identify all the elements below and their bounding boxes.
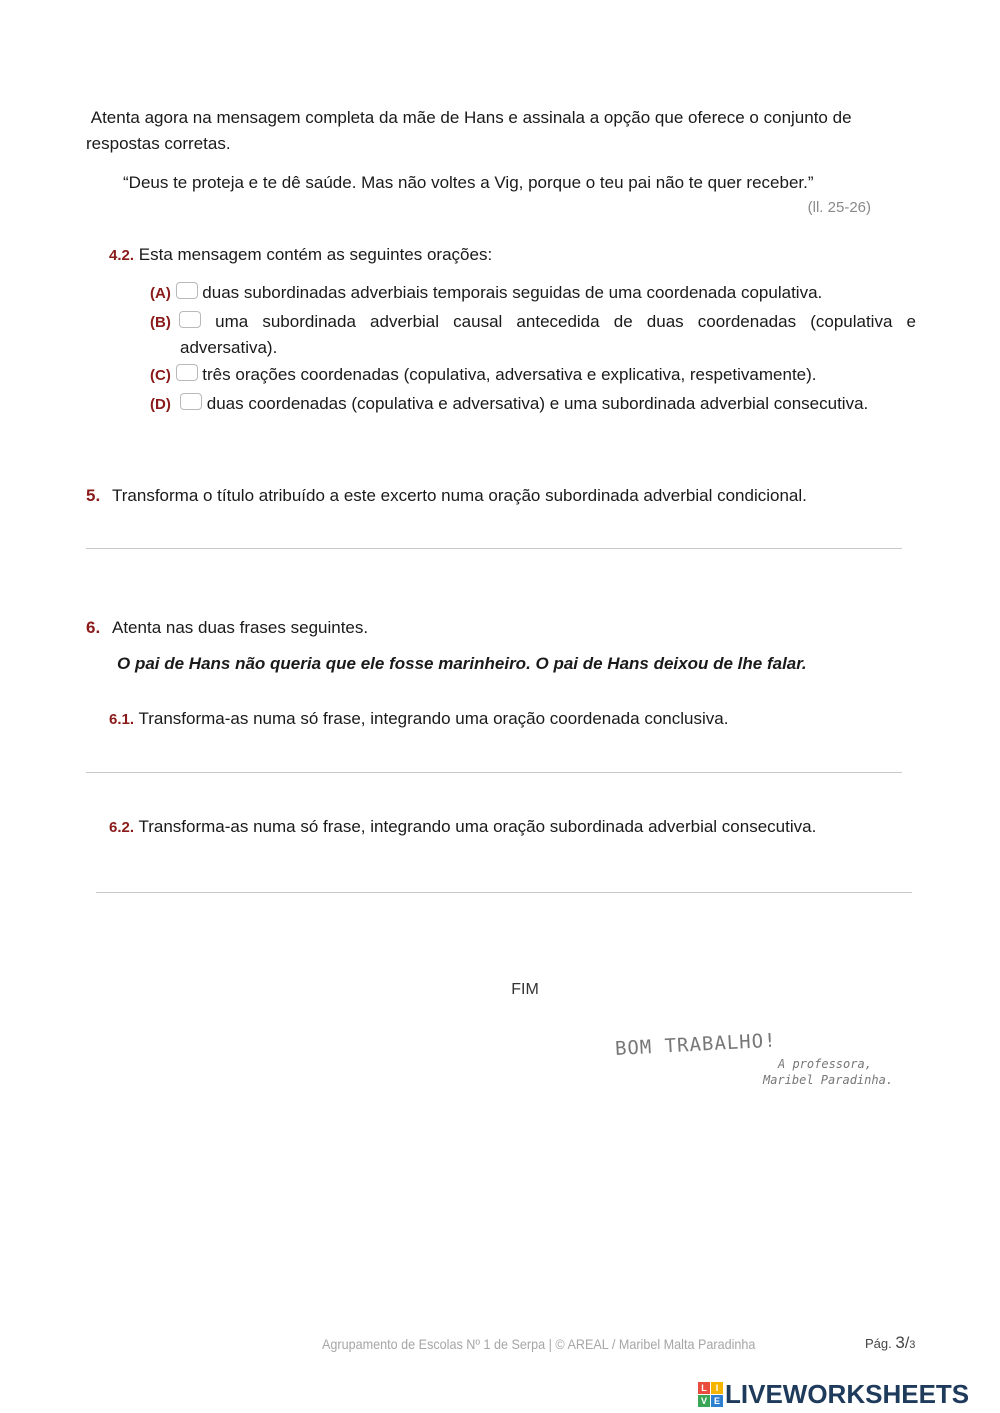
example-sentences: O pai de Hans não queria que ele fosse marinheiro. O pai de Hans deixou de lhe falar. [117, 654, 807, 673]
brand-name: LIVEWORKSHEETS [725, 1378, 970, 1409]
liveworksheets-logo-icon: L I V E [698, 1382, 723, 1407]
page-current: 3 [895, 1333, 905, 1352]
question-6 [86, 615, 916, 641]
option-checkbox[interactable] [176, 282, 198, 299]
option-letter: (A) [150, 285, 171, 302]
option-checkbox[interactable] [180, 393, 202, 410]
question-text: Transforma o título atribuído a este excerto numa oração subordinada adverbial condicional. [112, 486, 807, 505]
option-d [150, 391, 916, 418]
page-label: Pág. [865, 1336, 892, 1351]
question-text: Atenta nas duas frases seguintes. [112, 618, 369, 637]
option-text: três orações coordenadas (copulativa, adversativa e explicativa, respetivamente). [202, 365, 817, 384]
option-letter: (B) [150, 314, 171, 331]
question-number: 6.2. [109, 819, 135, 836]
question-text: Transforma-as numa só frase, integrando uma oração subordinada adverbial consecutiva. [138, 817, 817, 836]
question-number: 4.2. [109, 247, 135, 264]
option-letter: (D) [150, 396, 171, 413]
question-text: Transforma-as numa só frase, integrando uma oração coordenada conclusiva. [138, 709, 729, 728]
option-text: uma subordinada adverbial causal antecedida de duas coordenadas (copulativa e adversativa). [180, 312, 916, 357]
option-checkbox[interactable] [179, 311, 201, 328]
question-6-2 [109, 814, 919, 841]
option-checkbox[interactable] [176, 364, 198, 381]
question-text: Esta mensagem contém as seguintes orações: [138, 245, 493, 264]
end-marker: FIM [511, 981, 539, 998]
signature-line-1: A professora, [778, 1057, 872, 1071]
intro-text: Atenta agora na mensagem completa da mãe de Hans e assinala a opção que oferece o conjunto de respostas corretas. [86, 108, 852, 153]
question-5 [86, 483, 916, 509]
question-number: 5. [86, 486, 101, 505]
option-c [150, 362, 916, 389]
footer-credits: Agrupamento de Escolas Nº 1 de Serpa | © AREAL / Maribel Malta Paradinha [322, 1336, 756, 1352]
option-text: duas coordenadas (copulativa e adversativa) e uma subordinada adverbial consecutiva. [206, 394, 869, 413]
page-total: 3 [909, 1339, 916, 1351]
answer-line-5[interactable] [86, 548, 902, 549]
option-a [150, 280, 916, 307]
option-text: duas subordinadas adverbiais temporais seguidas de uma coordenada copulativa. [202, 283, 823, 302]
page-separator: / [904, 1335, 910, 1352]
signature-title: BOM TRABALHO! [614, 1029, 778, 1060]
liveworksheets-brand[interactable] [698, 1378, 970, 1409]
option-letter: (C) [150, 367, 171, 384]
question-number: 6. [86, 618, 101, 637]
question-number: 6.1. [109, 711, 135, 728]
quote-text: “Deus te proteja e te dê saúde. Mas não voltes a Vig, porque o teu pai não te quer receber.” [123, 173, 814, 192]
answer-line-6-1[interactable] [86, 772, 902, 773]
question-6-1 [109, 706, 919, 733]
page-number [865, 1333, 915, 1353]
option-b [150, 309, 916, 361]
answer-line-6-2[interactable] [96, 892, 912, 893]
signature-line-2: Maribel Paradinha. [763, 1073, 894, 1087]
question-4-2 [109, 242, 909, 269]
quote-reference: (ll. 25-26) [807, 199, 871, 216]
